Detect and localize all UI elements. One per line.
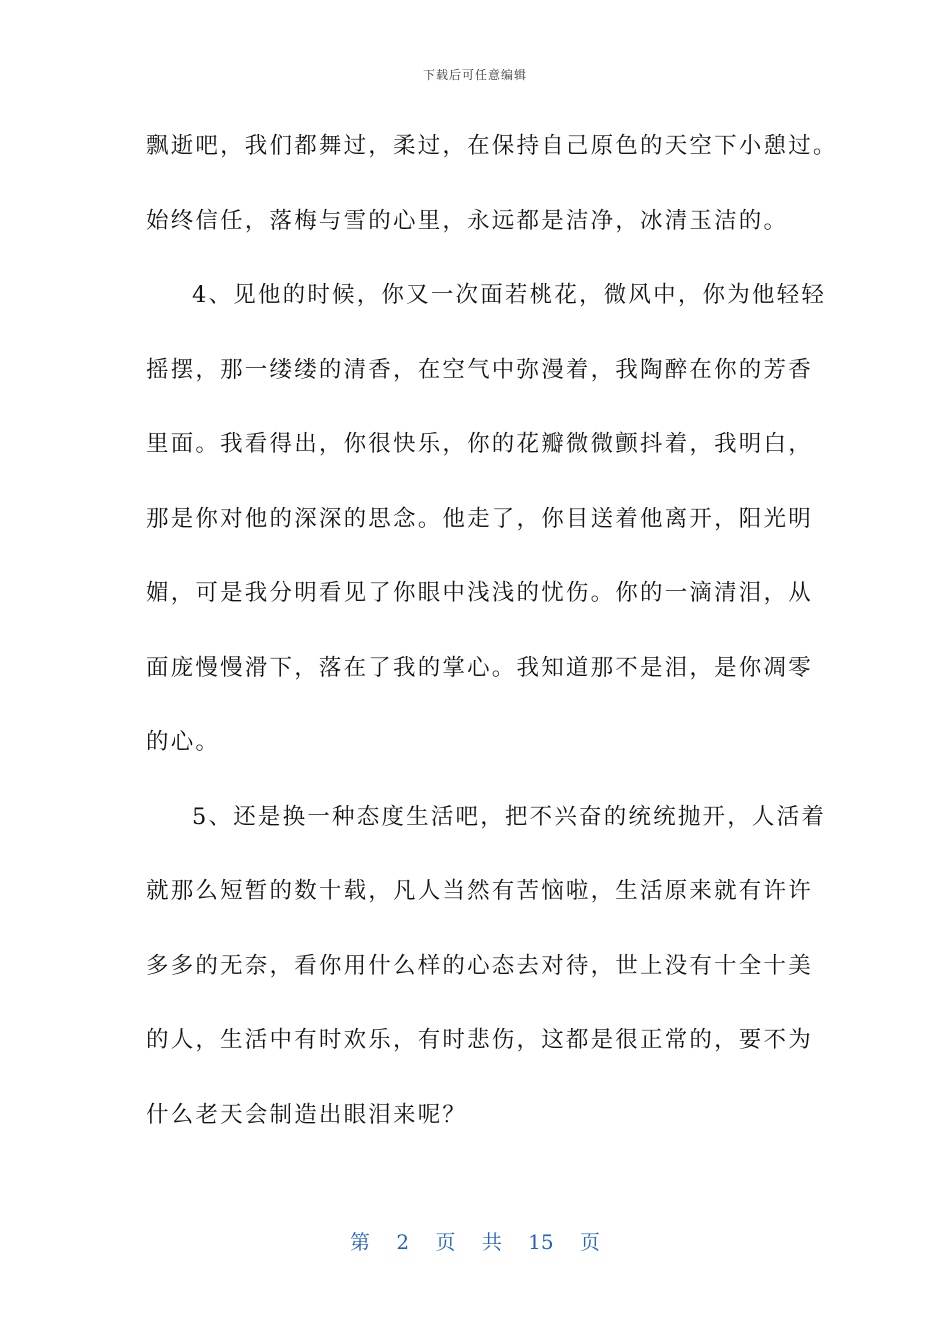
paragraph-4-start: 4、见他的时候，你又一次面若桃花，微风中，你为他轻轻	[192, 282, 827, 308]
document-body	[146, 126, 838, 1169]
text-line: 面庞慢慢滑下，落在了我的掌心。我知道那不是泪，是你凋零	[146, 654, 813, 681]
text-line: 那是你对他的深深的思念。他走了，你目送着他离开，阳光明	[146, 505, 813, 532]
text-line: 摇摆，那一缕缕的清香，在空气中弥漫着，我陶醉在你的芳香	[146, 356, 813, 383]
current-page-number: 2	[396, 1230, 410, 1254]
footer-page-label: 页	[435, 1230, 456, 1254]
text-line: 媚，可是我分明看见了你眼中浅浅的忧伤。你的一滴清泪，从	[146, 580, 813, 606]
footer-total-label: 共	[481, 1230, 502, 1254]
text-line: 什么老天会制造出眼泪来呢？	[146, 1101, 468, 1128]
footer-prefix: 第	[350, 1230, 370, 1254]
text-line: 的人，生活中有时欢乐，有时悲伤，这都是很正常的，要不为	[146, 1027, 813, 1053]
footer-suffix: 页	[579, 1230, 600, 1254]
paragraph-5-start: 5、还是换一种态度生活吧，把不兴奋的统统抛开，人活着	[192, 803, 827, 830]
text-line: 始终信任，落梅与雪的心里，永远都是洁净，冰清玉洁的。	[146, 207, 789, 234]
text-line: 多多的无奈，看你用什么样的心态去对待，世上没有十全十美	[146, 952, 813, 979]
text-line: 的心。	[146, 729, 221, 755]
text-line: 就那么短暂的数十载，凡人当然有苦恼啦，生活原来就有许许	[146, 878, 813, 904]
text-line: 飘逝吧，我们都舞过，柔过，在保持自己原色的天空下小憩过。	[146, 133, 838, 159]
text-line: 里面。我看得出，你很快乐，你的花瓣微微颤抖着，我明白，	[146, 431, 813, 457]
page-header: 下载后可任意编辑	[422, 68, 527, 82]
total-page-count: 15	[528, 1230, 554, 1254]
page-footer	[0, 1226, 950, 1255]
